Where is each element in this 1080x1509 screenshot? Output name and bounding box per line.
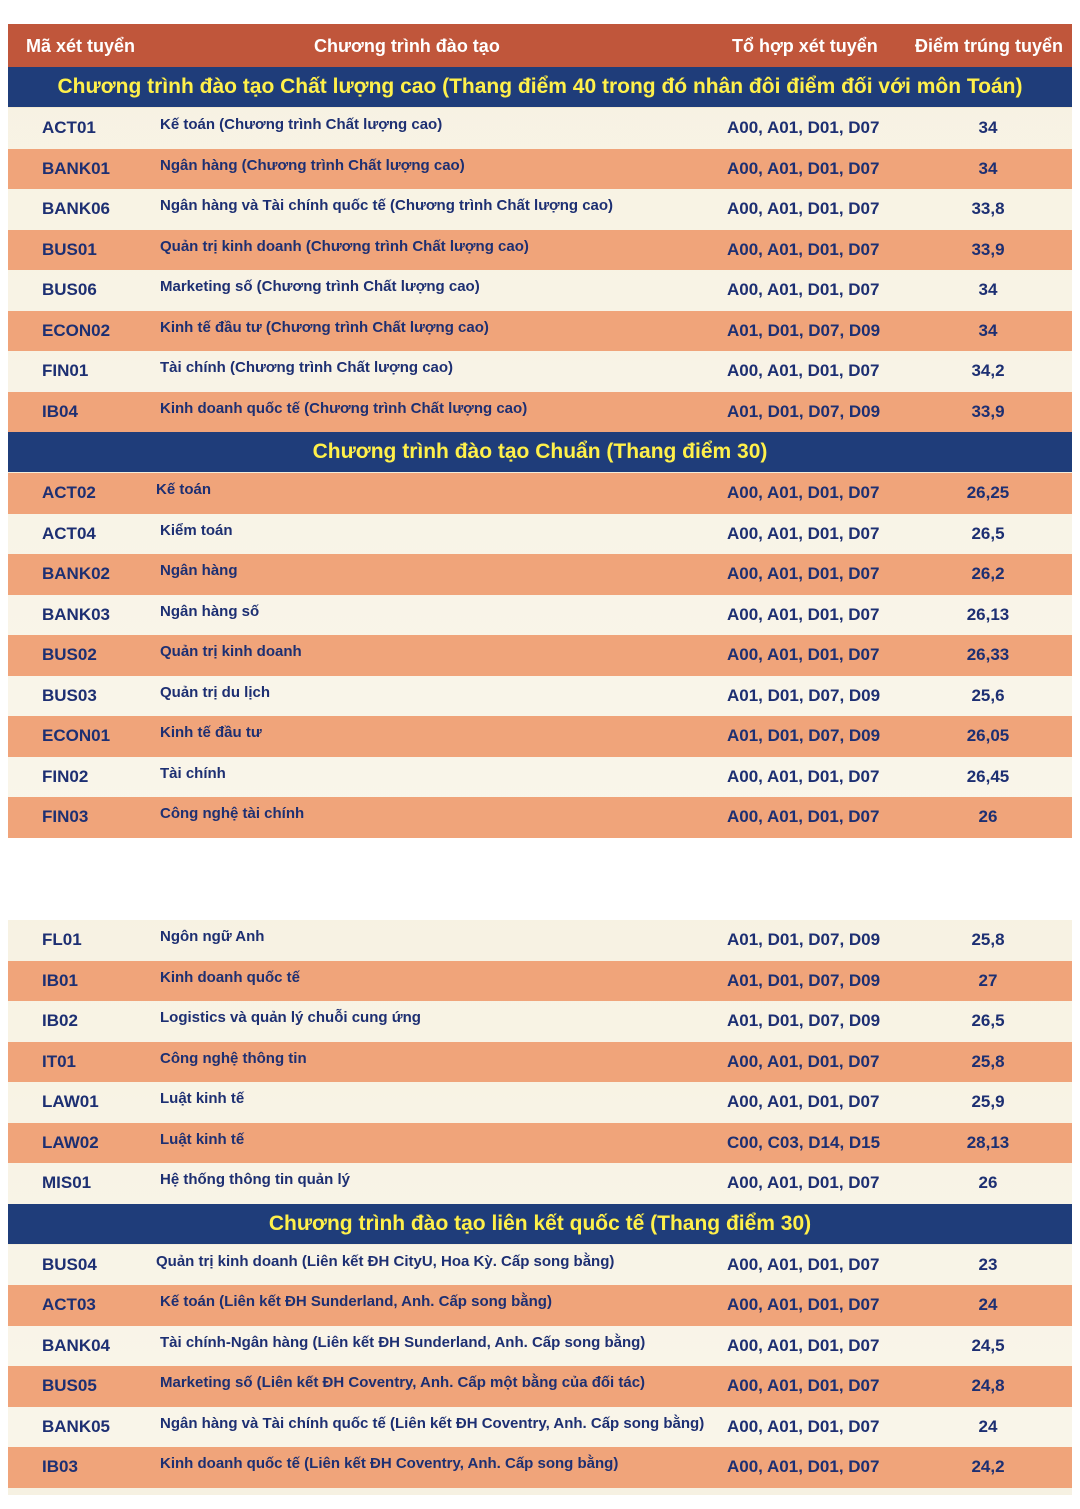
table-row: [8, 1123, 1072, 1164]
row-combo: A01, D01, D07, D09: [727, 1011, 881, 1030]
row-score: 26: [978, 1173, 998, 1192]
row-program: Marketing số (Liên kết ĐH Coventry, Anh. Cấp một bằng của đối tác): [160, 1374, 646, 1391]
row-code: BUS05: [42, 1376, 97, 1395]
table-row: [8, 1082, 1072, 1123]
header-combo: Tổ hợp xét tuyển: [732, 36, 878, 56]
admission-table-part-2: [8, 920, 1072, 1495]
table-row: [8, 311, 1072, 352]
row-program: Ngân hàng số: [160, 602, 260, 620]
row-code: IT01: [42, 1051, 77, 1071]
table-row: [8, 230, 1072, 271]
row-score: 26,5: [971, 1011, 1005, 1030]
row-combo: A00, A01, D01, D07: [727, 645, 880, 664]
row-score: 25,8: [971, 1051, 1005, 1071]
row-program: Công nghệ tài chính: [160, 805, 305, 822]
row-combo: A01, D01, D07, D09: [727, 320, 881, 340]
row-code: FIN01: [42, 361, 89, 380]
row-combo: A00, A01, D01, D07: [727, 361, 880, 380]
row-program: Hệ thống thông tin quản lý: [160, 1171, 350, 1188]
row-code: BUS02: [42, 645, 97, 664]
row-score: 26,45: [966, 766, 1010, 786]
row-combo: A01, D01, D07, D09: [727, 970, 881, 990]
row-program: Tài chính: [160, 764, 226, 782]
row-code: ACT02: [42, 483, 96, 502]
row-score: 26,05: [966, 726, 1010, 745]
table-row: [8, 716, 1072, 757]
row-combo: A00, A01, D01, D07: [727, 280, 880, 299]
row-score: 26,2: [971, 564, 1005, 583]
row-combo: A00, A01, D01, D07: [727, 564, 880, 583]
row-score: 26,5: [971, 523, 1005, 543]
row-score: 33,9: [971, 239, 1005, 259]
row-score: 25,8: [971, 930, 1005, 949]
row-code: IB02: [42, 1011, 78, 1030]
row-code: ECON02: [42, 320, 111, 340]
row-combo: A00, A01, D01, D07: [727, 118, 880, 137]
table-header: [8, 24, 1072, 67]
row-score: 34: [978, 118, 998, 137]
header-code: Mã xét tuyển: [26, 36, 136, 56]
row-program: Ngân hàng và Tài chính quốc tế (Chương trình Chất lượng cao): [160, 197, 614, 214]
row-score: 27: [978, 970, 998, 990]
table-row: [8, 1407, 1072, 1448]
row-code: BANK02: [42, 564, 111, 583]
row-code: ACT03: [42, 1295, 96, 1314]
row-program: Ngân hàng (Chương trình Chất lượng cao): [160, 156, 465, 174]
row-program: Kiểm toán: [160, 521, 233, 539]
row-score: 24: [978, 1295, 998, 1314]
table-row: [8, 189, 1072, 230]
row-code: BANK01: [42, 158, 111, 178]
row-program: Kinh tế đầu tư: [160, 724, 262, 741]
row-combo: A00, A01, D01, D07: [727, 766, 880, 786]
row-code: FIN03: [42, 807, 89, 826]
row-score: 34: [978, 158, 998, 178]
row-program: Kinh doanh quốc tế (Chương trình Chất lượng cao): [160, 399, 528, 417]
row-program: Ngôn ngữ Anh: [160, 928, 265, 945]
table-row: [8, 1366, 1072, 1407]
row-program: Ngân hàng và Tài chính quốc tế (Liên kết ĐH Coventry, Anh. Cấp song bằng): [160, 1414, 705, 1432]
row-program: Quản trị kinh doanh (Chương trình Chất lượng cao): [160, 237, 529, 255]
row-program: Ngân hàng: [160, 562, 238, 579]
table-row: [8, 961, 1072, 1002]
row-program: Kinh doanh quốc tế: [160, 968, 300, 986]
table-row: [8, 1245, 1072, 1286]
row-code: ACT01: [42, 118, 96, 137]
row-code: BANK06: [42, 199, 111, 218]
row-combo: A00, A01, D01, D07: [727, 1335, 880, 1355]
row-code: IB01: [42, 970, 78, 990]
row-program: Quản trị du lịch: [160, 683, 271, 701]
row-program: Quản trị kinh doanh (Liên kết ĐH CityU, Hoa Kỳ. Cấp song bằng): [156, 1252, 615, 1270]
row-code: BUS01: [42, 239, 97, 259]
row-score: 34,2: [971, 361, 1005, 380]
row-code: BANK05: [42, 1416, 111, 1436]
row-program: Logistics và quản lý chuỗi cung ứng: [160, 1009, 421, 1026]
row-code: LAW01: [42, 1092, 99, 1111]
row-score: 23: [978, 1254, 998, 1274]
row-program: Tài chính (Chương trình Chất lượng cao): [160, 359, 454, 376]
row-combo: A01, D01, D07, D09: [727, 930, 881, 949]
row-score: 25,9: [971, 1092, 1005, 1111]
row-combo: A00, A01, D01, D07: [727, 1295, 880, 1314]
row-code: BUS04: [42, 1254, 97, 1274]
row-program: Marketing số (Chương trình Chất lượng cao): [160, 278, 480, 295]
row-combo: C00, C03, D14, D15: [727, 1132, 881, 1152]
row-code: IB03: [42, 1457, 78, 1476]
row-code: IB04: [42, 401, 78, 421]
row-code: LAW02: [42, 1132, 99, 1152]
row-code: FL01: [42, 930, 82, 949]
row-combo: A00, A01, D01, D07: [727, 523, 880, 543]
row-program: Kinh tế đầu tư (Chương trình Chất lượng cao): [160, 318, 489, 336]
table-row: [8, 514, 1072, 555]
row-combo: A00, A01, D01, D07: [727, 604, 880, 624]
row-combo: A01, D01, D07, D09: [727, 726, 881, 745]
header-score: Điểm trúng tuyển: [915, 36, 1064, 56]
row-program: Kế toán (Liên kết ĐH Sunderland, Anh. Cấp song bằng): [160, 1293, 552, 1310]
row-score: 34: [978, 280, 998, 299]
table-row: [8, 1001, 1072, 1042]
row-score: 34: [978, 320, 998, 340]
table-row: [8, 554, 1072, 595]
table-row: [8, 1163, 1072, 1204]
row-code: ECON01: [42, 726, 111, 745]
section-international: Chương trình đào tạo liên kết quốc tế (Thang điểm 30): [8, 1204, 1072, 1244]
row-score: 24,2: [971, 1457, 1005, 1476]
row-combo: A00, A01, D01, D07: [727, 1254, 880, 1274]
row-program: Kinh doanh quốc tế (Liên kết ĐH Coventry, Anh. Cấp song bằng): [160, 1455, 619, 1472]
row-combo: A01, D01, D07, D09: [727, 685, 881, 705]
table-row: [8, 676, 1072, 717]
row-combo: A00, A01, D01, D07: [727, 1092, 880, 1111]
table-row: [8, 1285, 1072, 1326]
row-program: Luật kinh tế: [160, 1130, 245, 1148]
table-row: [8, 635, 1072, 676]
row-score: 33,8: [971, 199, 1005, 218]
row-program: Kế toán (Chương trình Chất lượng cao): [160, 116, 443, 133]
row-combo: A00, A01, D01, D07: [727, 1416, 880, 1436]
table-row: [8, 595, 1072, 636]
table-row: [8, 270, 1072, 311]
row-code: FIN02: [42, 766, 89, 786]
row-program: Kế toán: [156, 481, 212, 498]
row-code: BUS06: [42, 280, 97, 299]
table-row: [8, 149, 1072, 190]
row-combo: A00, A01, D01, D07: [727, 1376, 880, 1395]
section-standard: Chương trình đào tạo Chuẩn (Thang điểm 30): [8, 432, 1072, 472]
row-score: 25,6: [971, 685, 1005, 705]
row-combo: A01, D01, D07, D09: [727, 401, 881, 421]
table-row: [8, 351, 1072, 392]
table-row: [8, 1447, 1072, 1488]
row-score: 28,13: [966, 1132, 1010, 1152]
row-code: BANK04: [42, 1335, 111, 1355]
row-program: Công nghệ thông tin: [160, 1049, 307, 1067]
row-code: BUS03: [42, 685, 97, 705]
row-score: 24,8: [971, 1376, 1005, 1395]
row-score: 26,25: [966, 483, 1010, 502]
row-code: BANK03: [42, 604, 111, 624]
row-combo: A00, A01, D01, D07: [727, 239, 880, 259]
table-row: [8, 392, 1072, 433]
row-program: Quản trị kinh doanh: [160, 643, 302, 660]
table-row: [8, 797, 1072, 838]
table-row: [8, 108, 1072, 149]
section-high-quality: Chương trình đào tạo Chất lượng cao (Thang điểm 40 trong đó nhân đôi điểm đối với môn Toán): [8, 67, 1072, 107]
row-score: 26,13: [966, 604, 1010, 624]
row-combo: A00, A01, D01, D07: [727, 1457, 880, 1476]
row-score: 24,5: [971, 1335, 1005, 1355]
table-row: [8, 757, 1072, 798]
table-row: [8, 920, 1072, 961]
row-combo: A00, A01, D01, D07: [727, 1051, 880, 1071]
row-score: 24: [978, 1416, 998, 1436]
row-score: 33,9: [971, 401, 1005, 421]
row-program: Luật kinh tế: [160, 1090, 245, 1107]
row-combo: A00, A01, D01, D07: [727, 199, 880, 218]
row-score: 26: [978, 807, 998, 826]
row-combo: A00, A01, D01, D07: [727, 158, 880, 178]
table-row: [8, 1042, 1072, 1083]
table-row: [8, 1326, 1072, 1367]
header-program: Chương trình đào tạo: [314, 36, 500, 56]
row-program: Tài chính-Ngân hàng (Liên kết ĐH Sunderland, Anh. Cấp song bằng): [160, 1333, 646, 1351]
row-combo: A00, A01, D01, D07: [727, 1173, 880, 1192]
admission-table-part-1: [8, 24, 1072, 838]
row-combo: A00, A01, D01, D07: [727, 483, 880, 502]
row-code: MIS01: [42, 1173, 92, 1192]
row-combo: A00, A01, D01, D07: [727, 807, 880, 826]
table-row: [8, 473, 1072, 514]
row-code: ACT04: [42, 523, 96, 543]
row-score: 26,33: [966, 645, 1010, 664]
